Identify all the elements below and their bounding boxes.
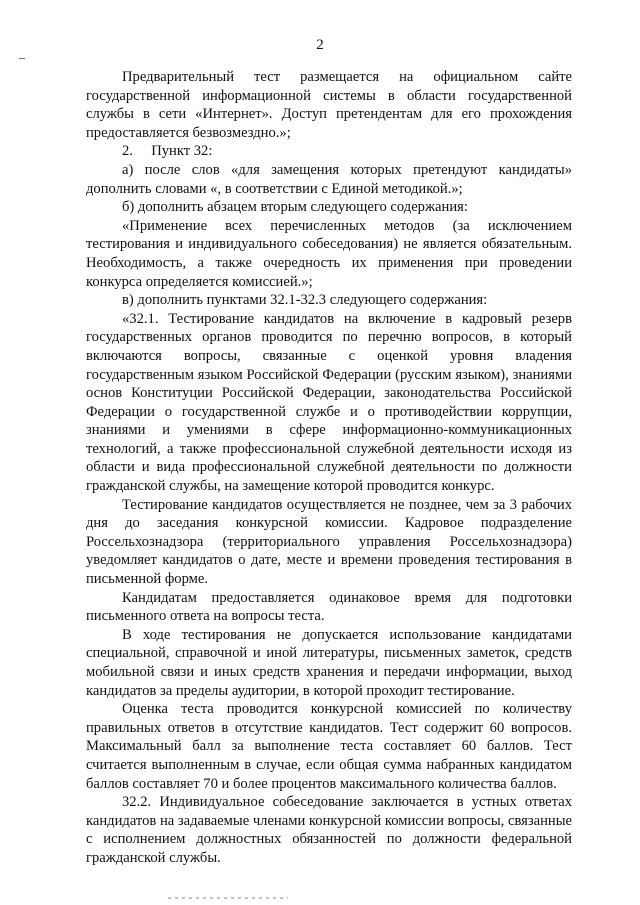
paragraph-methods-application: «Применение всех перечисленных методов (за исключением тестирования и индивидуального собеседования) не является обязательным. Необходимость, а также очередность их применения при проведении конкурса определяется комиссией.»; [86, 217, 572, 290]
scan-artifact-bottom [168, 897, 288, 899]
document-body [86, 68, 572, 868]
page-number: 2 [316, 37, 324, 53]
paragraph-item-2: 2. Пункт 32: [122, 143, 213, 160]
scan-artifact-mark [19, 58, 25, 59]
paragraph-equal-time: Кандидатам предоставляется одинаковое время для подготовки письменного ответа на вопросы теста. [86, 589, 572, 625]
paragraph-item-b: б) дополнить абзацем вторым следующего содержания: [122, 199, 468, 216]
paragraph-item-a: а) после слов «для замещения которых претендуют кандидаты» дополнить словами «, в соответствии с Единой методикой.»; [86, 161, 572, 197]
paragraph-test-evaluation: Оценка теста проводится конкурсной комиссией по количеству правильных ответов в отсутствие кандидатов. Тест содержит 60 вопросов. Максимальный балл за выполнение теста составляет 60 баллов. Тест считается выполненным в случае, если общая сумма набранных кандидатом баллов составляет 70 и более процентов максимального количества баллов. [86, 701, 572, 792]
paragraph-testing-schedule: Тестирование кандидатов осуществляется не позднее, чем за 3 рабочих дня до заседания конкурсной комиссии. Кадровое подразделение Россельхознадзора (территориального управления Россельхознадзора) уведомляет кандидатов о дате, месте и времени проведения тестирования в письменной форме. [86, 496, 572, 588]
paragraph-32-2-interview: 32.2. Индивидуальное собеседование заключается в устных ответах кандидатов на задаваемые членами конкурсной комиссии вопросы, связанные с исполнением должностных обязанностей по должности федеральной гражданской службы. [86, 794, 572, 866]
paragraph-item-v: в) дополнить пунктами 32.1-32.3 следующего содержания: [122, 292, 488, 309]
paragraph-testing-restrictions: В ходе тестирования не допускается использование кандидатами специальной, справочной и иной литературы, письменных заметок, средств мобильной связи и иных средств хранения и передачи информации, выход кандидатов за пределы аудитории, в которой проходит тестирование. [86, 626, 572, 699]
paragraph-preliminary-test: Предварительный тест размещается на официальном сайте государственной информационной системы в области государственной службы в сети «Интернет». Доступ претендентам для его прохождения предоставляется безвозмездно.»; [86, 69, 572, 141]
paragraph-32-1-testing: «32.1. Тестирование кандидатов на включение в кадровый резерв государственных органов проводится по перечню вопросов, в который включаются вопросы, связанные с оценкой уровня владения государственным языком Российской Федерации (русским языком), знаниями основ Конституции Российской Федерации, законодательства Российской Федерации о государственной службе и о противодействии коррупции, знаниями и умениями в сфере информационно-коммуникационных технологий, а также профессиональной служебной деятельности исходя из области и вида профессиональной служебной деятельности по должности гражданской службы, на замещение которой проводится конкурс. [86, 310, 572, 495]
